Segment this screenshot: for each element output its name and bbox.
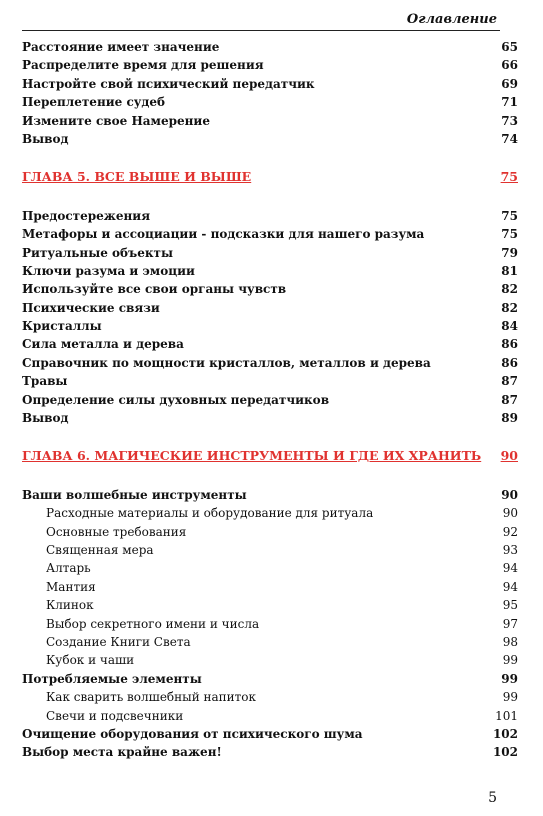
toc-subentry[interactable] — [22, 707, 518, 725]
toc-page-number: 87 — [501, 392, 518, 407]
toc-entry-title: Создание Книги Света — [46, 634, 191, 649]
toc-entry-title: Расстояние имеет значение — [22, 40, 220, 54]
toc-subentry[interactable] — [22, 615, 518, 633]
toc-entry-title: Измените свое Намерение — [22, 113, 210, 128]
toc-entry[interactable] — [22, 299, 518, 317]
toc-entry[interactable] — [22, 486, 518, 504]
toc-entry-title: Кристаллы — [22, 319, 102, 334]
toc-entry[interactable] — [22, 130, 518, 148]
toc-entry[interactable] — [22, 317, 518, 335]
toc-page-number: 82 — [501, 282, 518, 297]
toc-entry-title: Определение силы духовных передатчиков — [22, 392, 330, 407]
toc-entry[interactable] — [22, 75, 518, 93]
toc-page-number: 86 — [501, 337, 518, 352]
toc-subentry[interactable] — [22, 688, 518, 706]
toc-page-number: 97 — [502, 616, 518, 631]
toc-page-number: 99 — [502, 653, 518, 668]
toc-entry-title: Алтарь — [46, 561, 91, 576]
toc-page-number: 94 — [502, 579, 518, 594]
toc-page-number: 75 — [501, 208, 518, 223]
toc-page-number: 99 — [501, 671, 518, 686]
toc-entry-title: Клинок — [46, 598, 94, 613]
toc-subentry[interactable] — [22, 523, 518, 541]
toc-subentry[interactable] — [22, 596, 518, 614]
toc-page-number: 66 — [501, 58, 518, 73]
toc-page-number: 102 — [492, 726, 518, 741]
toc-page-number: 73 — [501, 113, 518, 128]
toc-entry-title: ГЛАВА 6. МАГИЧЕСКИЕ ИНСТРУМЕНТЫ И ГДЕ ИХ ХРАНИТЬ — [22, 448, 482, 464]
toc-entry-title: Психические связи — [22, 300, 160, 315]
toc-entry-title: Свечи и подсвечники — [46, 708, 184, 723]
toc-page-number: 90 — [502, 506, 518, 521]
header-rule — [22, 30, 500, 31]
table-of-contents — [22, 38, 518, 762]
toc-entry-title: Травы — [22, 374, 68, 389]
toc-subentry[interactable] — [22, 541, 518, 559]
section-gap — [22, 427, 518, 447]
toc-page-number: 94 — [502, 561, 518, 576]
toc-entry[interactable] — [22, 112, 518, 130]
toc-entry[interactable] — [22, 38, 518, 56]
toc-entry-title: Как сварить волшебный напиток — [46, 690, 257, 705]
toc-page-number: 74 — [501, 131, 518, 146]
page-number: 5 — [488, 790, 497, 806]
toc-entry-title: Ключи разума и эмоции — [22, 263, 195, 278]
toc-subentry[interactable] — [22, 578, 518, 596]
toc-subentry[interactable] — [22, 633, 518, 651]
toc-entry-title: Основные требования — [46, 524, 187, 539]
toc-entry-title: Вывод — [22, 131, 69, 146]
toc-entry-title: ГЛАВА 5. ВСЕ ВЫШЕ И ВЫШЕ — [22, 169, 252, 185]
toc-entry[interactable] — [22, 280, 518, 298]
toc-page-number: 102 — [492, 745, 518, 760]
toc-entry[interactable] — [22, 354, 518, 372]
toc-entry-title: Метафоры и ассоциации - подсказки для нашего разума — [22, 227, 425, 242]
toc-page-number: 75 — [500, 169, 518, 185]
section-gap — [22, 187, 518, 207]
toc-entry[interactable] — [22, 372, 518, 390]
toc-entry-title: Ритуальные объекты — [22, 245, 174, 260]
toc-page-number: 98 — [502, 634, 518, 649]
toc-page-number: 81 — [501, 263, 518, 278]
toc-subentry[interactable] — [22, 559, 518, 577]
toc-entry[interactable] — [22, 225, 518, 243]
toc-entry-title: Используйте все свои органы чувств — [22, 282, 287, 297]
toc-entry-title: Справочник по мощности кристаллов, металлов и дерева — [22, 355, 431, 370]
toc-entry-title: Настройте свой психический передатчик — [22, 76, 315, 91]
toc-entry[interactable] — [22, 409, 518, 427]
toc-entry-title: Предостережения — [22, 208, 151, 223]
toc-entry-title: Распределите время для решения — [22, 58, 264, 73]
toc-entry[interactable] — [22, 262, 518, 280]
section-gap — [22, 148, 518, 168]
running-header: Оглавление — [406, 12, 497, 27]
toc-page-number: 101 — [495, 708, 518, 723]
section-gap — [22, 466, 518, 486]
toc-page-number: 71 — [501, 95, 518, 110]
toc-entry[interactable] — [22, 56, 518, 74]
toc-entry-title: Потребляемые элементы — [22, 671, 202, 686]
toc-entry-title: Переплетение судеб — [22, 95, 166, 110]
toc-chapter-heading[interactable] — [22, 168, 518, 186]
toc-page-number: 89 — [501, 411, 518, 426]
toc-page-number: 90 — [501, 487, 518, 502]
toc-subentry[interactable] — [22, 504, 518, 522]
toc-page-number: 84 — [501, 319, 518, 334]
toc-page-number: 90 — [500, 448, 518, 464]
toc-page-number: 82 — [501, 300, 518, 315]
toc-entry-title: Мантия — [46, 579, 96, 594]
toc-entry-title: Выбор места крайне важен! — [22, 745, 222, 760]
toc-entry[interactable] — [22, 743, 518, 761]
toc-page-number: 79 — [501, 245, 518, 260]
toc-entry-title: Вывод — [22, 411, 69, 426]
toc-page-number: 93 — [502, 542, 518, 557]
toc-entry[interactable] — [22, 244, 518, 262]
toc-page-number: 86 — [501, 355, 518, 370]
toc-entry-title: Ваши волшебные инструменты — [22, 487, 247, 502]
toc-entry[interactable] — [22, 335, 518, 353]
toc-page-number: 69 — [501, 76, 518, 91]
toc-page-number: 92 — [502, 524, 518, 539]
toc-entry[interactable] — [22, 93, 518, 111]
toc-chapter-heading[interactable] — [22, 447, 518, 465]
toc-entry-title: Священная мера — [46, 542, 154, 557]
toc-page-number: 99 — [502, 690, 518, 705]
toc-entry-title: Расходные материалы и оборудование для ритуала — [46, 506, 374, 521]
toc-entry[interactable] — [22, 670, 518, 688]
toc-entry-title: Выбор секретного имени и числа — [46, 616, 260, 631]
toc-entry-title: Очищение оборудования от психического шума — [22, 726, 363, 741]
toc-subentry[interactable] — [22, 651, 518, 669]
toc-page-number: 65 — [501, 40, 518, 54]
toc-entry[interactable] — [22, 725, 518, 743]
toc-entry[interactable] — [22, 391, 518, 409]
toc-page-number: 75 — [501, 227, 518, 242]
toc-entry-title: Кубок и чаши — [46, 653, 135, 668]
toc-entry[interactable] — [22, 207, 518, 225]
toc-page-number: 87 — [501, 374, 518, 389]
toc-entry-title: Сила металла и дерева — [22, 337, 184, 352]
toc-page-number: 95 — [502, 598, 518, 613]
